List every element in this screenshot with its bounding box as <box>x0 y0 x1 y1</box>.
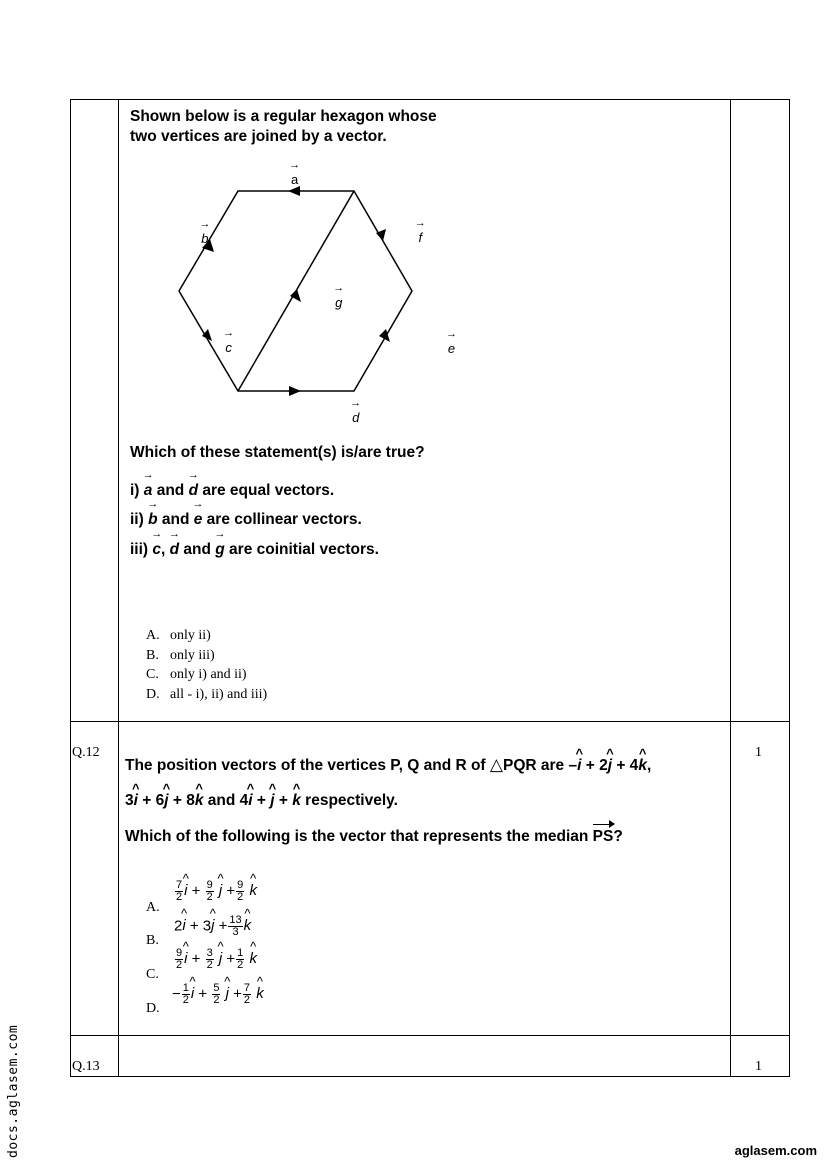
corner-watermark: aglasem.com <box>734 1143 817 1158</box>
median-ps-vector: PS <box>592 828 614 845</box>
table-border-top <box>70 99 790 100</box>
q12-line2: 3^ i + 6^ j + 8^ k and 4^ i + ^ j + ^ k respectively. <box>125 792 398 810</box>
q12-option-d-expr[interactable]: − $\frac{1}{2}$ ^ i + $\frac{5}{2}$ ^ j + $\frac{7}{2}$ ^ k <box>172 983 264 1006</box>
row-divider-q12 <box>70 721 790 722</box>
arrowhead-d <box>289 386 301 396</box>
q12-option-b-letter[interactable]: B. <box>146 933 159 948</box>
q12-marks: 1 <box>755 745 762 760</box>
q11-statement-1: i) → a and → d are equal vectors. <box>130 482 334 500</box>
hexagon-diagram <box>160 160 440 430</box>
q12-line1: The position vectors of the vertices P, Q and R of △PQR are –^ i + 2^ j + 4^ k, <box>125 755 651 775</box>
label-c: → c <box>225 340 232 355</box>
q12-number: Q.12 <box>72 745 100 760</box>
label-f: → f <box>418 230 422 245</box>
q11-intro-line2: two vertices are joined by a vector. <box>130 128 387 145</box>
q13-number: Q.13 <box>72 1059 100 1074</box>
label-a: → a <box>291 172 298 187</box>
label-d: → d <box>352 410 359 425</box>
q11-option-a[interactable]: A. only ii) <box>146 628 211 643</box>
side-watermark: docs.aglasem.com <box>6 1024 21 1158</box>
arrowhead-g <box>290 289 301 302</box>
q12-option-a-expr[interactable]: $\frac{7}{2}$ ^ i + $\frac{9}{2}$ ^ j + $\frac{9}{2}$ ^ k <box>174 880 257 903</box>
q12-option-b-expr[interactable]: 2^ i + 3^ j + $\frac{13}{3}$ ^ k <box>174 915 251 938</box>
q11-options <box>146 626 267 704</box>
label-b: → b <box>201 231 208 246</box>
label-g: → g <box>335 295 342 310</box>
q13-marks: 1 <box>755 1059 762 1074</box>
table-border-bottom <box>70 1076 790 1077</box>
q12-option-c-letter[interactable]: C. <box>146 967 159 982</box>
col-border-left <box>70 99 71 1077</box>
q11-statement-2: ii) → b and → e are collinear vectors. <box>130 511 362 529</box>
col-divider-2 <box>730 99 731 1077</box>
q12-line3: Which of the following is the vector that represents the median PS? <box>125 828 623 845</box>
q12-option-d-letter[interactable]: D. <box>146 1001 160 1016</box>
col-divider-1 <box>118 99 119 1077</box>
q11-option-c[interactable]: C. only i) and ii) <box>146 667 247 682</box>
label-e: → e <box>448 341 455 356</box>
q11-statement-3: iii) → c, → d and → g are coinitial vectors. <box>130 541 379 559</box>
q12-option-c-expr[interactable]: $\frac{9}{2}$ ^ i + $\frac{3}{2}$ ^ j + $\frac{1}{2}$ ^ k <box>174 948 257 971</box>
q11-option-b[interactable]: B. only iii) <box>146 647 215 663</box>
q12-option-a-letter[interactable]: A. <box>146 900 160 915</box>
q11-intro-line1: Shown below is a regular hexagon whose <box>130 108 437 125</box>
q11-option-d[interactable]: D. all - i), ii) and iii) <box>146 686 268 702</box>
q11-question: Which of these statement(s) is/are true? <box>130 444 425 461</box>
row-divider-q13 <box>70 1035 790 1036</box>
arrowhead-a <box>288 186 300 196</box>
col-border-right <box>789 99 790 1077</box>
